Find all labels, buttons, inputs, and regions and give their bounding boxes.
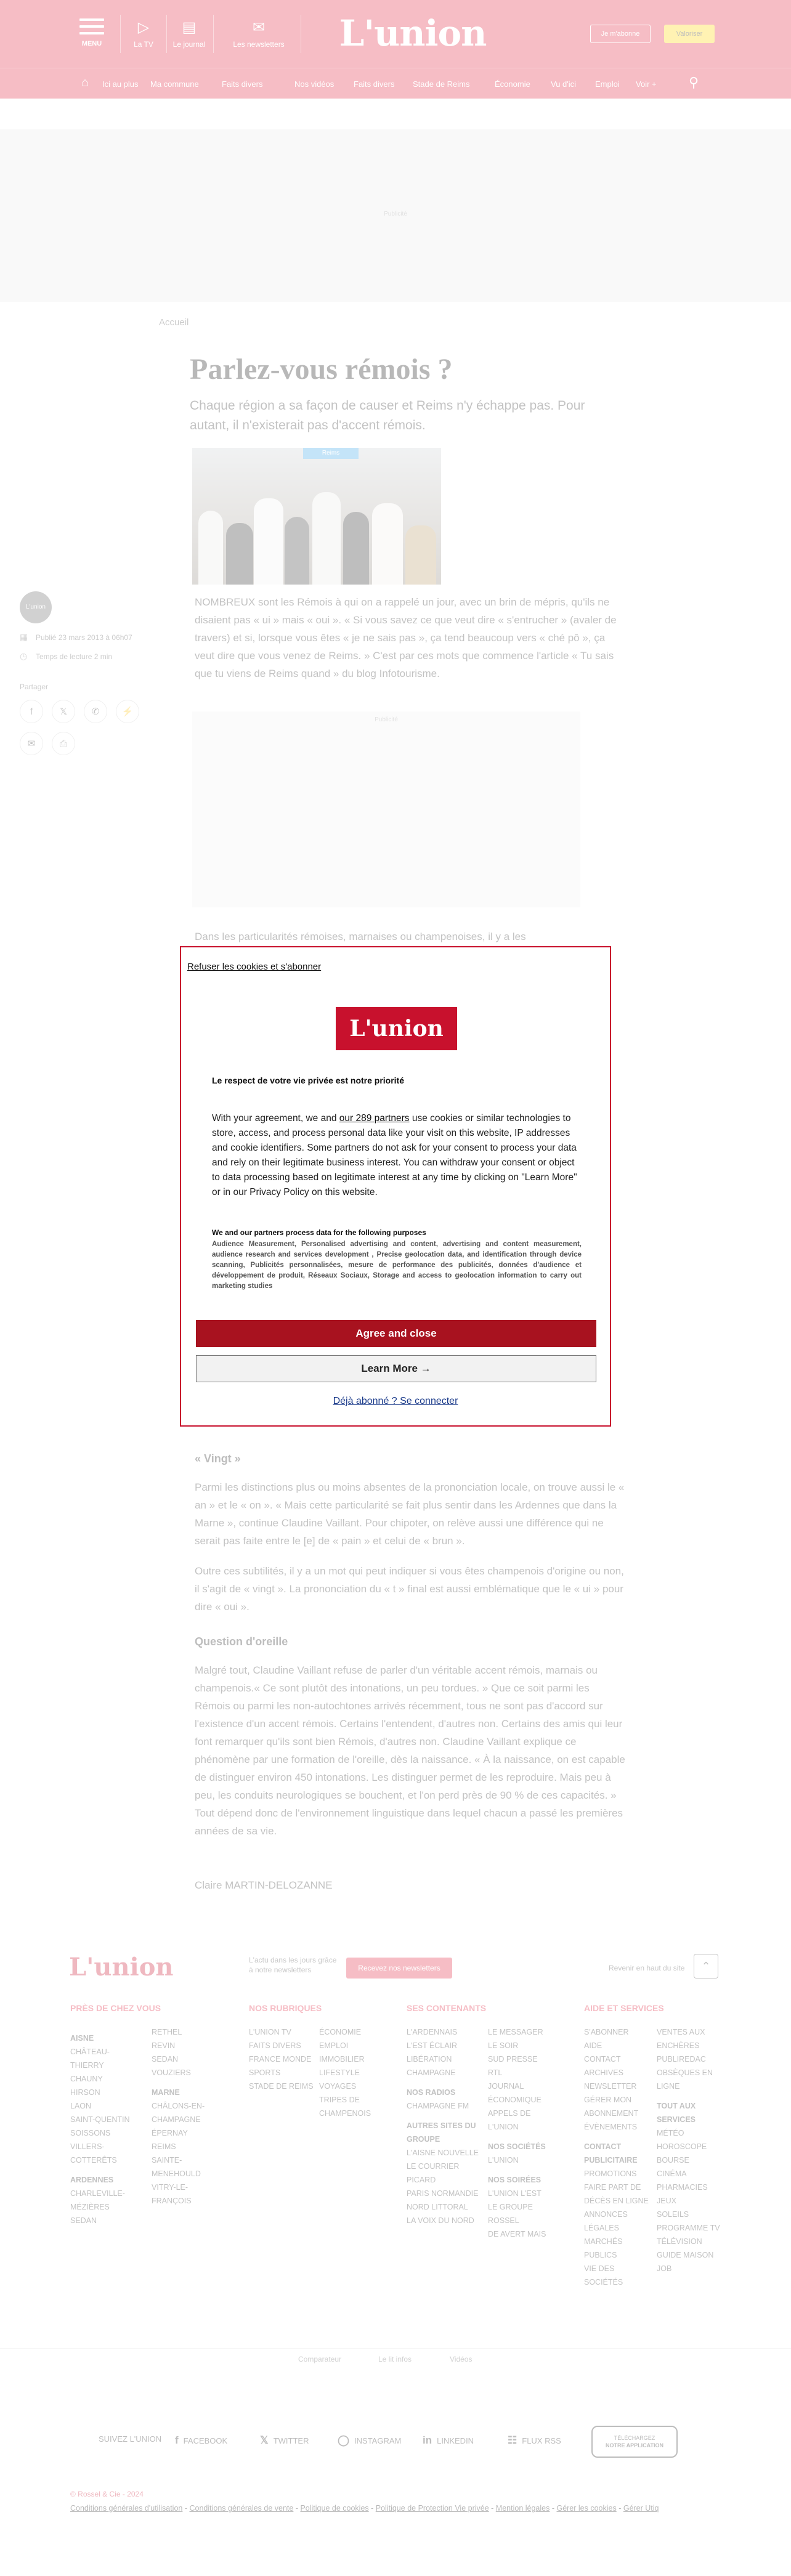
purposes-heading: We and our partners process data for the following purposes: [212, 1228, 426, 1237]
consent-heading: Le respect de votre vie privée est notre priorité: [212, 1075, 405, 1085]
refuse-cookies-link[interactable]: Refuser les cookies et s'abonner: [187, 962, 322, 972]
partners-link[interactable]: our 289 partners: [339, 1113, 410, 1124]
agree-and-close-button[interactable]: Agree and close: [196, 1320, 596, 1347]
learn-more-button[interactable]: Learn More →: [196, 1355, 596, 1382]
login-link[interactable]: Déjà abonné ? Se connecter: [333, 1396, 458, 1406]
consent-text-part: With your agreement, we and: [212, 1113, 339, 1124]
purposes-list: Audience Measurement, Personalised advertising and content, advertising and content measurement, audience research and services development , Precise geolocation data, and identification through device scanning, Publicités personnalisées, mesure de performance des publicités, données d'audience et développement de produit, Réseaux Sociaux, Storage and access to geolocation information to carry out marketing studies: [212, 1241, 582, 1290]
consent-text-part: use cookies or similar technologies to store, access, and process personal data like your visit on this website, IP addresses and cookie identifiers. Some partners do not ask for your consent to process your data and rely on their legitimate business interest. You can withdraw your consent or object to data processing based on legitimate interest at any time by clicking on "Learn More" or in our Privacy Policy on this website.: [212, 1113, 577, 1197]
cookie-consent-dialog: [180, 946, 611, 1427]
consent-text: [212, 1111, 582, 1200]
consent-logo: L'union: [336, 1007, 457, 1050]
